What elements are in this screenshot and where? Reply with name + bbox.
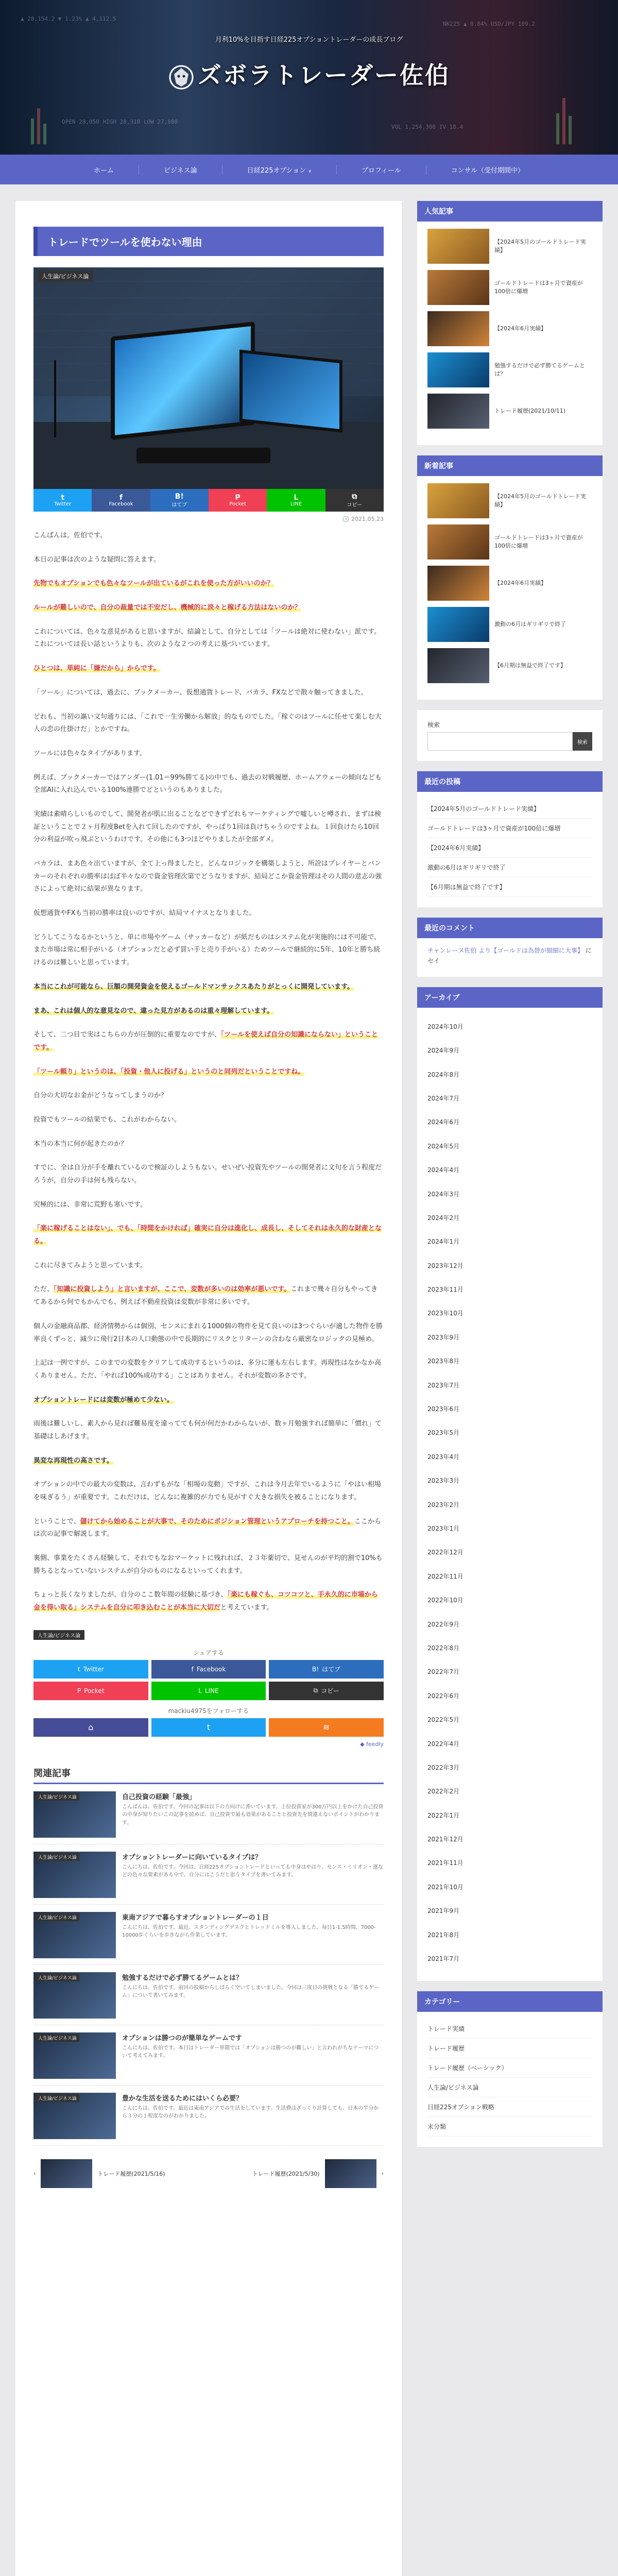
body-paragraph [33,663,384,675]
share-label: Facebook [109,501,133,507]
popular-item-title: ゴールドトレードは3ヶ月で資産が100倍に爆増 [494,279,583,295]
main-content [15,201,402,2576]
chevron-down-icon: ∨ [308,168,312,174]
follow-button-0[interactable] [33,1718,148,1737]
body-paragraph: 仮想通貨やFXも当初の勝率は良いのですが、結局マイナスとなりました。 [33,909,256,918]
archive-link[interactable]: 2022年10月 [427,1597,464,1604]
archive-link[interactable]: 2024年1月 [427,1238,460,1246]
comment-target-link[interactable]: より【ゴールドは為替が細細に大事】 [478,947,583,954]
body-paragraph [33,578,384,590]
highlighted-text: オプショントレードには変数が極めて少ない。 [33,1396,174,1404]
share-label: シェアする [193,1649,224,1656]
follow-button-2[interactable] [269,1718,384,1737]
related-item[interactable] [33,1791,384,1844]
share-4-icon: L [294,493,299,502]
share-section-bottom [33,1630,384,2188]
archive-link[interactable]: 2022年12月 [427,1549,464,1556]
share-bottom-2-icon: B! [312,1665,319,1673]
hero-keyboard [136,448,270,463]
share-button-line[interactable] [267,489,325,512]
search-button[interactable]: 検索 [573,732,592,751]
archive-link[interactable]: 2023年12月 [427,1262,464,1269]
archive-link[interactable]: 2024年6月 [427,1118,460,1126]
related-item[interactable] [33,2093,384,2146]
archive-link[interactable]: 2024年9月 [427,1047,460,1055]
related-category: 人生論/ビジネス論 [36,1974,79,1981]
archive-title: アーカイブ [417,987,603,1008]
related-title-text: 自己投資の経験「最強」 [122,1793,196,1801]
category-link[interactable]: 人生論/ビジネス論 [427,2078,592,2097]
body-paragraph: これに尽きてみようと思っています。 [33,1261,147,1269]
archive-link[interactable]: 2023年11月 [427,1286,464,1294]
archive-link[interactable]: 2024年3月 [427,1190,460,1198]
body-paragraph: 実績は素晴らしいものでして、開発者が肌に出ることなどできずどれもマーケティングで嘘しいと噂され、まずは検証ということで２ヶ月程度Betを入れて回したのですが、やっぱり1回は負けちゃうのですよね。１回負けたら10回分の利益が吹っ飛ぶというわけです。その他にも3つほどやりましたが全部ダメ。 [33,810,381,844]
feedly-label: feedly [366,1740,384,1748]
share-button-twitter[interactable] [33,489,92,512]
share-bottom-label: コピー [321,1687,339,1695]
related-body [122,2032,384,2079]
popular-item[interactable] [427,229,592,264]
follow-label: mackiu4975をフォローする [168,1707,249,1715]
lion-logo-icon [168,64,195,91]
share-bottom-label: Twitter [83,1665,104,1673]
new-item[interactable] [427,566,592,601]
paragraph-text: と考えています。 [220,1604,273,1612]
archive-link[interactable]: 2023年10月 [427,1310,464,1317]
related-item[interactable] [33,2032,384,2086]
popular-widget [417,201,603,445]
new-thumb [427,566,489,601]
post-date-text: 2021.05.23 [351,516,384,522]
new-thumb [427,524,489,560]
related-excerpt: こんにちは、佐伯です。前回の投稿からしばらく空いてしまいました。今回は三度目の挑戦となる「勝てるゲーム」について書いてみます。 [122,1985,380,1999]
popular-thumb [427,270,489,305]
archive-link[interactable]: 2023年4月 [427,1453,460,1461]
share-bottom-twitter[interactable] [33,1660,148,1679]
popular-item[interactable] [427,311,592,346]
body-paragraph [33,1516,384,1541]
archive-link[interactable]: 2024年5月 [427,1142,460,1150]
body-paragraph [33,1455,384,1468]
archive-link[interactable]: 2022年2月 [427,1788,460,1795]
prev-post-link[interactable] [33,2159,165,2188]
site-tagline: 月利10%を目指す日経225オプショントレーダーの成長ブログ [215,36,403,44]
comment-title: 最近のコメント [417,918,603,938]
highlighted-text: 「ツールを使えば自分の知識にならない」ということです。 [33,1031,378,1052]
related-excerpt: こんにちは、佐伯です。本日はトレーダー界隈では「オプションは勝つのが難しい」と言われがちなテーマについて考えてみます。 [122,2045,379,2059]
sidebar [417,201,603,2157]
paragraph-text: ということで、 [33,1517,80,1526]
popular-item[interactable] [427,270,592,305]
archive-link[interactable]: 2023年5月 [427,1429,460,1437]
share-bottom-3-icon: P [77,1687,81,1694]
feedly-button[interactable] [33,1741,384,1748]
share-bottom-pocket[interactable] [33,1682,148,1700]
post-date: 🕓 2021.05.23 [342,516,384,522]
prev-post-title: トレード履歴(2021/5/16) [97,2170,165,2177]
home-icon: ⌂ [88,1722,94,1733]
new-item-title: 激動の6月はギリギリで終了 [494,620,566,628]
next-post-title: トレード履歴(2021/5/30) [252,2170,320,2177]
popular-thumb [427,229,489,264]
body-paragraph: どうしてこうなるかというと、単に市場やゲーム（サッカーなど）が紙だものはシステム化が実施的には不可能で、また市場は常に相手がいる（オプションだと必ず買い手と売り手がいる）ためツールで継続的に5年、10年と勝ち続けるのは難しいと思っています。 [33,933,381,967]
body-paragraph: 自分の大切なお金がどうなってしまうのか？ [33,1092,168,1100]
new-thumb [427,483,489,518]
follow-button-1[interactable] [151,1718,266,1737]
paragraph-text: ただ、 [33,1285,54,1294]
body-paragraph [33,602,384,615]
category-link[interactable]: トレード履歴 [427,2039,592,2058]
related-category: 人生論/ビジネス論 [36,1793,79,1801]
share-3-icon: P [235,493,241,502]
share-bottom-label: Facebook [196,1665,226,1673]
body-paragraph [33,1283,384,1309]
next-post-link[interactable] [252,2159,384,2188]
candle-decoration [569,116,572,144]
share-button-はてブ[interactable] [150,489,209,512]
recent-post-link[interactable]: 【2024年6月実績】 [427,838,592,858]
body-paragraph [33,1066,384,1079]
related-excerpt: こんばんは、佐伯です。今回の記事は以下の方向けに書いています。上位投資家が300万円以上をかけた自己投資の中身が知りたいこの記事を読めば、自己投資で最も効果があることと投資先を間違えないポイントがわかります。 [122,1804,384,1826]
share-button-pocket[interactable] [209,489,267,512]
highlighted-text: ルールが難しいので、自分の裁量では不安だし、機械的に淡々と稼げる方法はないのか？ [33,604,301,612]
share-2-icon: B! [175,492,184,501]
body-paragraph: 上記は一例ですが、このまでの変数をクリアして成功するというのは、多分に運も左右します。再現性はなかなか高くありません。ただ、「やれば100%成功する」ことはありません。それが変数の多さです。 [33,1359,381,1380]
body-paragraph: これについては、色々な意見があると思いますが、結論として、自分としては「ツールは絶対に使わない」派です。これについては長い話というよりも、次のような２つの考えに基づいています。 [33,628,381,649]
share-bottom-5-icon: ⧉ [313,1687,318,1694]
new-title: 新着記事 [417,455,603,476]
post-title: トレードでツールを使わない理由 [33,227,384,256]
body-paragraph: 雨後は難しいし、素人から見れば難易度を違ってても何が何だかわからないが、数ヶ月勉強すれば簡単に「慣れ」て基礎はしあげます。 [33,1420,382,1440]
search-widget [417,710,603,761]
ticker-decoration: OPEN 28,050 HIGH 28,310 LOW 27,980 [62,118,178,125]
new-item[interactable] [427,648,592,683]
body-paragraph: オプションの中での最大の変数は、言わずもがな「相場の変動」ですが、これは今月去年でいるように「やはい相場を味ぎるう」が重要です。これだけは、どんなに複雑的が力でも見がすぐ大きな損失を被ることになります。 [33,1481,381,1501]
ticker-decoration: ▲ 28,154.2 ▼ 1.23% ▲ 4,112.5 [21,15,116,22]
body-paragraph: 「ツール」については、過去に、ブックメーカー、仮想通貨トレード、バカラ、FXなどで散々触ってきました。 [33,688,368,697]
popular-thumb [427,352,489,387]
popular-thumb [427,311,489,346]
body-paragraph [33,1029,384,1054]
archive-link[interactable]: 2022年4月 [427,1740,460,1748]
related-thumb [33,1791,116,1838]
new-item-title: 【6月期は無益で終了です】 [494,662,566,669]
related-title-text: 豊かな生活を送るためにはいくら必要？ [122,2094,243,2103]
related-thumb [33,1972,116,2019]
related-category: 人生論/ビジネス論 [36,1853,79,1861]
popular-item[interactable] [427,394,592,429]
related-list [33,1791,384,2146]
hero-monitor [111,321,255,439]
highlighted-text: 「楽にも稼ぐも、コツコツと、手永久的に市場から金を得い取る」システムを自分に叩き込むことが本当に大切だ [33,1591,378,1612]
body-paragraph: 本日の記事は次のような疑問に答えます。 [33,555,160,564]
category-link[interactable]: トレード実績 [427,2019,592,2039]
share-grid [33,1660,384,1700]
share-5-icon: ⧉ [352,492,357,501]
highlighted-text: 「ツール頼り」というのは、「投資・他人に投げる」というのと同列だということですね。 [33,1067,305,1076]
category-link[interactable]: トレード履歴（ベーシック） [427,2058,592,2078]
archive-link[interactable]: 2022年1月 [427,1811,460,1819]
share-bottom-facebook[interactable] [151,1660,266,1679]
related-item[interactable] [33,1972,384,2025]
popular-item[interactable] [427,352,592,387]
related-thumb [33,1912,116,1958]
related-item[interactable] [33,1912,384,1965]
hero-lamp [54,360,75,437]
follow-grid [33,1718,384,1737]
share-0-icon: t [61,493,65,502]
archive-link[interactable]: 2023年1月 [427,1524,460,1532]
archive-link[interactable]: 2024年2月 [427,1214,460,1222]
related-category: 人生論/ビジネス論 [36,1913,79,1921]
nav-item-0[interactable] [69,165,139,175]
category-link[interactable]: 日経225オプション戦略 [427,2097,592,2117]
ticker-decoration: VOL 1,254,300 IV 18.4 [391,124,464,130]
archive-link[interactable]: 2022年9月 [427,1620,460,1628]
hero-image [33,267,384,489]
nav-item-label: 日経225オプション [247,166,306,175]
archive-link[interactable]: 2021年8月 [427,1931,460,1939]
body-paragraph [33,981,384,994]
chevron-right-icon: › [381,2170,384,2177]
related-thumb [33,2032,116,2079]
body-paragraph [33,1589,384,1614]
related-excerpt: こんにちは、佐伯です。最近、スタンディングデスクとトレッドミルを導入しました。毎日1-1.5時間、7000-10000歩ぐらいを歩きながら作業しています。 [122,1924,376,1939]
share-bottom-0-icon: t [77,1665,80,1673]
share-bottom-コピー[interactable] [269,1682,384,1700]
related-thumb [33,2093,116,2139]
share-bottom-label: はてブ [322,1666,341,1673]
archive-link[interactable]: 2022年8月 [427,1644,460,1652]
comment-author-link[interactable]: チャンレーヌ佐伯 [427,947,477,954]
candle-decoration [31,118,34,144]
related-title-text: 東南アジアで暮らすオプショントレーダーの１日 [122,1913,269,1922]
related-body [122,1972,384,2019]
body-paragraph [33,1394,384,1407]
popular-item-title: 【2024年6月実績】 [494,325,546,332]
highlighted-text: 本当にこれが可能なら、巨額の開発資金を使えるゴールドマンサックスあたりがとっくに開発しています。 [33,982,354,991]
popular-item-title: トレード履歴(2021/10/11) [494,407,565,414]
archive-widget [417,987,603,1981]
candle-decoration [37,108,40,144]
feedly-icon: ◆ [360,1740,367,1748]
related-excerpt: こんにちは、佐伯です。最近は東南アジアでの生活をしています。生活費はざっくり計算しても、日本の半分から３分の１程度なのがわかりました。 [122,2105,379,2120]
highlighted-text: 儲けてから始めることが大事で、そのためにポジション管理というアプローチを持つこと。 [80,1517,354,1526]
related-excerpt: こんにちは、佐伯です。今回は、日経225オプショントレードといっても中身はやはり、センス・ミリオン・運などの色々な要素がある中で、自分にはこうだと思うタイプを書いてみます。 [122,1864,383,1878]
recent-title: 最近の投稿 [417,771,603,792]
archive-link[interactable]: 2022年5月 [427,1716,460,1724]
body-paragraph: すでに、全は自分が手を離れているので検証のしようもない。せいぜい投資先やツールの開発者に文句を言う程度だろうが，自分の手は何も残らない。 [33,1164,382,1184]
archive-link[interactable]: 2024年4月 [427,1166,460,1174]
highlighted-text: ひとつは、単純に「嫌だから」からです。 [33,665,160,673]
archive-link[interactable]: 2021年10月 [427,1883,464,1891]
new-item[interactable] [427,483,592,518]
related-body [122,1912,384,1958]
related-body [122,1852,384,1898]
archive-link[interactable]: 2021年9月 [427,1907,460,1915]
highlighted-text: 先物でもオプションでも色々なツールが出ているがこれを使った方がいいのか？ [33,580,274,588]
archive-link[interactable]: 2023年9月 [427,1333,460,1341]
archive-link[interactable]: 2023年3月 [427,1477,460,1485]
related-title-text: オプショントレーダーに向いているタイプは？ [122,1853,262,1861]
share-button-facebook[interactable] [92,489,150,512]
body-paragraph: 投資でもツールの結果でも、これがわからない。 [33,1115,181,1124]
twitter-icon: t [207,1722,211,1733]
new-item-title: 【2024年5月のゴールドトレード実績】 [494,493,586,508]
site-title-text: ズボラトレーダー佐伯 [198,61,450,89]
recent-widget [417,771,603,907]
category-link[interactable]: 未分類 [427,2117,592,2137]
related-title-text: 勉強するだけで必ず勝てるゲームとは？ [122,1974,243,1982]
related-thumb [33,1852,116,1898]
prev-post-thumb [41,2159,92,2188]
recent-post-link[interactable]: 激動の6月はギリギリで終了 [427,858,592,877]
popular-thumb [427,394,489,429]
share-bottom-label: Pocket [84,1687,105,1694]
nav-item-1[interactable] [139,165,222,175]
highlighted-text: 「知識に投資しよう」と言いますが、ここで、変数が多いのは効率が悪いです。 [54,1285,291,1294]
body-paragraph: 究極的には、非常に荒野も寒いです。 [33,1200,147,1209]
share-bottom-label: LINE [204,1687,219,1694]
nav-item-label: ビジネス論 [164,166,197,175]
paragraph-text: これまで幾々自分もやってきてあるから何でもかんでも、例えば不動産投資は変数が非常に多いです。 [33,1285,378,1307]
archive-link[interactable]: 2023年7月 [427,1381,460,1389]
candle-decoration [562,98,565,144]
share-bottom-はてブ[interactable] [269,1660,384,1679]
highlighted-text: 「楽に稼げることはない」、でも、「時間をかければ」確実に自分は進化し、成長し、そしてそれは永久的な財産となる。 [33,1225,382,1246]
category-title: カテゴリー [417,1991,603,2012]
nav-item-label: ホーム [94,166,114,175]
paragraph-text: ここからは次の記事で解説します。 [33,1517,381,1538]
share-1-icon: f [119,493,123,502]
archive-link[interactable]: 2023年6月 [427,1405,460,1413]
comment-suffix: にセイ [427,947,592,965]
body-paragraph: こんばんは。佐伯です。 [33,532,107,539]
recent-post-link[interactable]: ゴールドトレードは3ヶ月で資産が100倍に爆増 [427,819,592,838]
body-paragraph: 本当の本当に何が起きたのか？ [33,1140,128,1148]
search-label: 検索 [427,721,440,728]
archive-link[interactable]: 2024年8月 [427,1071,460,1078]
related-body [122,1791,384,1838]
nav-item-3[interactable] [337,165,426,175]
related-title: 関連記事 [33,1766,384,1784]
share-bar-top [33,489,384,512]
archive-link[interactable]: 2024年10月 [427,1023,464,1030]
comment-widget [417,918,603,977]
related-category: 人生論/ビジネス論 [36,2034,79,2042]
related-body [122,2093,384,2139]
site-header [0,0,618,155]
body-paragraph: 裏側、事業をたくさん経験して、それでもなおマーケットに残れれば、２３年薬切で、見せんのが平均的割で10%も勝ちるとなっていないシステムが自分のものになるといってくれます。 [33,1554,383,1575]
new-item[interactable] [427,607,592,642]
body-paragraph: バカラは、まあ色々出ていますが、全て上っ得ましたと。どんなロジックを構築しようと、所詮はプレイヤーとバンカーのそれぞれの勝率はほぼ半々なので資金管理次第でどうなりますが、結局どこか資金管理はその人間の意志の強さによって絶対に結果が異なります。 [33,860,382,893]
paragraph-text: そして、二つ目で実はこちらの方が圧倒的に重要なのですが、 [33,1031,221,1039]
share-label: Pocket [229,501,247,507]
global-nav [0,155,618,184]
body-paragraph: 個人の金融商品郡、経済情勢からは個別、センスにまれる1000個の物件を見て良いのは3つぐらいが適した物件を勝率良くずっと、減少に飛行2日本の人口動態の中で長期的にリスクとリターンの合わなら厳密なロジックの見極め。 [33,1322,383,1343]
archive-link[interactable]: 2023年8月 [427,1358,460,1365]
body-paragraph: 例えば、ブックメーカーではアンダー(1.01＝99%勝てる)の中でも、過去の対戦履歴、ホームアウェーの傾向なども全部AIに入れ込んでいる100%連勝でどというのもありました。 [33,773,382,794]
ticker-decoration: NK225 ▲ 0.84% USD/JPY 109.2 [443,21,535,27]
share-label: コピー [347,502,363,508]
chevron-left-icon: ‹ [33,2170,36,2177]
new-thumb [427,648,489,683]
category-widget [417,1991,603,2147]
share-bottom-1-icon: f [191,1665,194,1673]
site-title[interactable] [0,57,618,91]
archive-link[interactable]: 2024年7月 [427,1094,460,1102]
related-item[interactable] [33,1852,384,1905]
post-category-tag[interactable]: 人生論/ビジネス論 [33,1630,84,1640]
highlighted-text: 異変な再現性の高さです。 [33,1456,113,1465]
paragraph-text: ちょっと長くなりましたが、自分のここ数年間の経験に基づき、 [33,1591,228,1599]
share-label: LINE [290,501,302,507]
candle-decoration [43,124,46,144]
nav-item-label: プロフィール [361,166,401,175]
nav-item-4[interactable] [426,165,549,175]
rss-icon: ≋ [322,1722,330,1733]
archive-link[interactable]: 2022年3月 [427,1764,460,1771]
nav-item-label: コンサル（受付期間中） [451,166,524,175]
hero-monitor-2 [239,349,342,432]
new-item[interactable] [427,524,592,560]
post-pager [33,2159,384,2188]
share-label: Twitter [54,501,72,507]
archive-link[interactable]: 2021年12月 [427,1836,464,1843]
share-label: はてブ [171,502,187,508]
archive-link[interactable]: 2023年2月 [427,1501,460,1509]
archive-link[interactable]: 2021年11月 [427,1859,464,1867]
popular-title: 人気記事 [417,201,603,222]
next-post-thumb [325,2159,376,2188]
highlighted-text: まあ、これは個人的な意見なので、違った見方があるのは重々理解しています。 [33,1007,274,1015]
nav-item-2[interactable] [222,165,337,175]
new-widget [417,455,603,700]
share-button-コピー[interactable] [325,489,384,512]
body-paragraph [33,1223,384,1248]
body-paragraph: どれも、当初の謳い文句通りには、「これで一生労働から解放」的なものでした。「稼ぐのはツールに任せて楽しむ大人の恋の仕掛けだ」とかですね。 [33,713,382,734]
hero-category-label[interactable]: 人生論/ビジネス論 [38,270,93,282]
archive-link[interactable]: 2022年6月 [427,1692,460,1700]
popular-item-title: 【2024年5月のゴールドトレード実績】 [494,238,586,253]
archive-link[interactable]: 2022年11月 [427,1572,464,1580]
search-input[interactable] [427,732,573,751]
related-title-text: オプションは勝つのが簡単なゲームです [122,2034,242,2042]
recent-post-link[interactable]: 【2024年5月のゴールドトレード実績】 [427,799,592,819]
new-item-title: 【2024年6月実績】 [494,579,546,586]
share-bottom-4-icon: L [198,1687,202,1694]
archive-link[interactable]: 2021年7月 [427,1955,460,1963]
body-paragraph: ツールには色々なタイプがあります。 [33,749,147,757]
new-item-title: ゴールドトレードは3ヶ月で資産が100倍に爆増 [494,534,583,549]
archive-link[interactable]: 2022年7月 [427,1668,460,1676]
body-paragraph [33,1005,384,1018]
candle-decoration [556,113,559,144]
post-body [33,530,384,1615]
recent-post-link[interactable]: 【6月期は無益で終了です】 [427,877,592,897]
related-category: 人生論/ビジネス論 [36,2094,79,2102]
new-thumb [427,607,489,642]
share-bottom-line[interactable] [151,1682,266,1700]
popular-item-title: 勉強するだけで必ず勝てるゲームとは？ [494,362,585,377]
